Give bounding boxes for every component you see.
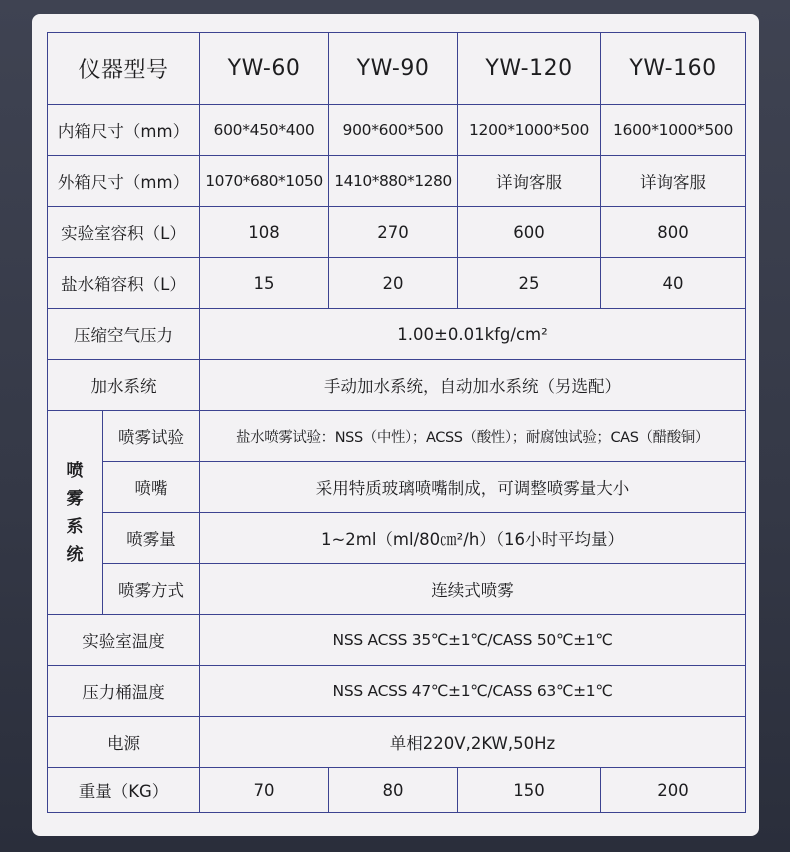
cell-value: 800: [601, 207, 746, 258]
spec-card: [32, 14, 759, 836]
cell-value: 1.00±0.01kfg/cm²: [200, 309, 746, 360]
row-label: 重量（KG）: [48, 768, 200, 813]
cell-value: 600: [458, 207, 601, 258]
air-pressure-row: [48, 309, 746, 360]
row-label: 内箱尺寸（mm）: [48, 105, 200, 156]
cell-value: 108: [200, 207, 329, 258]
sub-label: 喷雾试验: [103, 411, 200, 462]
cell-value: 单相220V,2KW,50Hz: [200, 717, 746, 768]
cell-value: 270: [329, 207, 458, 258]
cell-value: 600*450*400: [200, 105, 329, 156]
model-yw160: YW-160: [601, 33, 746, 105]
cell-value: 900*600*500: [329, 105, 458, 156]
cell-value: 详询客服: [601, 156, 746, 207]
cell-value: 1410*880*1280: [329, 156, 458, 207]
spray-mode-row: [48, 564, 746, 615]
cell-value: 1070*680*1050: [200, 156, 329, 207]
row-label: 电源: [48, 717, 200, 768]
power-row: [48, 717, 746, 768]
cell-value: 盐水喷雾试验：NSS（中性）；ACSS（酸性）；耐腐蚀试验；CAS（醋酸铜）: [200, 411, 746, 462]
cell-value: 70: [200, 768, 329, 813]
model-yw60: YW-60: [200, 33, 329, 105]
outer-size-row: [48, 156, 746, 207]
cell-value: 1600*1000*500: [601, 105, 746, 156]
sub-label: 喷雾方式: [103, 564, 200, 615]
spec-table: [47, 32, 746, 813]
cell-value: 150: [458, 768, 601, 813]
row-label: 压力桶温度: [48, 666, 200, 717]
spray-amount-row: [48, 513, 746, 564]
cell-value: 15: [200, 258, 329, 309]
spray-group-text: 喷雾系统: [66, 460, 84, 565]
cell-value: 20: [329, 258, 458, 309]
cell-value: 详询客服: [458, 156, 601, 207]
weight-row: [48, 768, 746, 813]
cell-value: 40: [601, 258, 746, 309]
cell-value: 1200*1000*500: [458, 105, 601, 156]
model-yw90: YW-90: [329, 33, 458, 105]
model-label: 仪器型号: [48, 33, 200, 105]
row-label: 实验室容积（L）: [48, 207, 200, 258]
cell-value: NSS ACSS 35℃±1℃/CASS 50℃±1℃: [200, 615, 746, 666]
cell-value: 1~2ml（ml/80㎝²/h）（16小时平均量）: [200, 513, 746, 564]
row-label: 压缩空气压力: [48, 309, 200, 360]
sub-label: 喷嘴: [103, 462, 200, 513]
row-label: 外箱尺寸（mm）: [48, 156, 200, 207]
barrel-temp-row: [48, 666, 746, 717]
lab-volume-row: [48, 207, 746, 258]
spray-test-row: [48, 411, 746, 462]
cell-value: 80: [329, 768, 458, 813]
lab-temp-row: [48, 615, 746, 666]
row-label: 盐水箱容积（L）: [48, 258, 200, 309]
cell-value: NSS ACSS 47℃±1℃/CASS 63℃±1℃: [200, 666, 746, 717]
brine-volume-row: [48, 258, 746, 309]
cell-value: 采用特质玻璃喷嘴制成，可调整喷雾量大小: [200, 462, 746, 513]
sub-label: 喷雾量: [103, 513, 200, 564]
cell-value: 25: [458, 258, 601, 309]
inner-size-row: [48, 105, 746, 156]
nozzle-row: [48, 462, 746, 513]
row-label: 加水系统: [48, 360, 200, 411]
spray-system-group-label: [48, 411, 103, 615]
row-label: 实验室温度: [48, 615, 200, 666]
cell-value: 连续式喷雾: [200, 564, 746, 615]
cell-value: 手动加水系统，自动加水系统（另选配）: [200, 360, 746, 411]
header-row: [48, 33, 746, 105]
cell-value: 200: [601, 768, 746, 813]
model-yw120: YW-120: [458, 33, 601, 105]
water-system-row: [48, 360, 746, 411]
